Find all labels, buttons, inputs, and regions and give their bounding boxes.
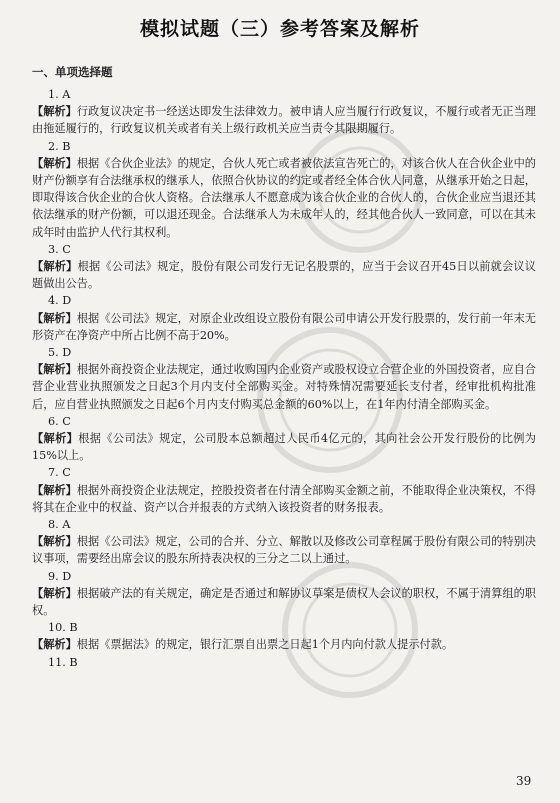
analysis-tag: 【解析】 xyxy=(32,104,77,119)
answer-explanation xyxy=(32,430,536,464)
answer-number: 1. A xyxy=(48,88,71,101)
answer-item xyxy=(32,413,536,465)
answer-list xyxy=(32,86,536,671)
analysis-text: 根据《合伙企业法》的规定，合伙人死亡或者被依法宣告死亡的，对该合伙人在合伙企业中的财产份额享有合法继承权的继承人，依照合伙协议的约定或者经全体合伙人同意，从继承开始之日起，即取得该合伙企业的合伙人资格。合法继承人不愿意成为该合伙企业的合伙人的，合伙企业应当退还其依法继承的财产份额，可以退还现金。合法继承人为未成年人的，经其他合伙人一致同意，可以在其未成年时由监护人代行其权利。 xyxy=(32,156,536,239)
analysis-text: 根据《公司法》规定，对原企业改组设立股份有限公司申请公开发行股票的，发行前一年末无形资产在净资产中所占比例不高于20%。 xyxy=(32,311,536,342)
analysis-text: 根据《公司法》规定，公司股本总额超过人民币4亿元的，其向社会公开发行股份的比例为15%以上。 xyxy=(32,431,536,463)
answer-item xyxy=(32,619,536,653)
answer-number: 9. D xyxy=(48,569,72,583)
analysis-tag: 【解析】 xyxy=(32,155,77,170)
answer-number: 5. D xyxy=(48,345,72,359)
page-number: 39 xyxy=(516,774,532,788)
answer-explanation xyxy=(32,636,536,653)
answer-explanation xyxy=(32,103,536,137)
analysis-tag: 【解析】 xyxy=(32,310,77,325)
answer-explanation xyxy=(32,361,536,413)
answer-number: 4. D xyxy=(48,294,72,308)
analysis-text: 根据《票据法》的规定，银行汇票自出票之日起1个月内向付款人提示付款。 xyxy=(76,638,454,652)
section-heading: 一、单项选择题 xyxy=(32,65,113,79)
answer-explanation xyxy=(32,585,536,619)
answer-explanation xyxy=(32,482,536,516)
answer-item xyxy=(32,292,536,344)
answer-number: 7. C xyxy=(48,466,71,480)
analysis-tag: 【解析】 xyxy=(32,362,77,377)
analysis-tag: 【解析】 xyxy=(32,482,77,497)
analysis-text: 根据《公司法》规定，股份有限公司发行无记名股票的，应当于会议召开45日以前就会议议题做出公告。 xyxy=(32,259,536,291)
answer-number: 6. C xyxy=(48,414,71,428)
answer-item xyxy=(32,86,536,138)
answer-number: 11. B xyxy=(48,655,78,669)
answer-explanation xyxy=(32,155,536,241)
answer-item xyxy=(32,568,536,620)
analysis-tag: 【解析】 xyxy=(32,258,78,273)
analysis-text: 行政复议决定书一经送达即发生法律效力。被申请人应当履行行政复议，不履行或者无正当理由拖延履行的，行政复议机关或者有关上级行政机关应当责令其限期履行。 xyxy=(32,105,536,136)
answer-item xyxy=(32,654,536,671)
answer-number: 10. B xyxy=(48,621,78,635)
answer-number: 8. A xyxy=(48,517,71,531)
answer-item xyxy=(32,138,536,241)
answer-item xyxy=(32,344,536,413)
answer-explanation xyxy=(32,533,536,567)
answer-number: 2. B xyxy=(48,139,71,153)
answer-item xyxy=(32,241,536,293)
page-title: 模拟试题（三）参考答案及解析 xyxy=(139,18,420,40)
answer-item xyxy=(32,464,536,516)
answer-explanation xyxy=(32,258,536,292)
analysis-text: 根据外商投资企业法规定，通过收购国内企业资产或股权设立合营企业的外国投资者，应自合营企业营业执照颁发之日起3个月内支付全部购买金。对特殊情况需要延长支付者，经审批机构批准后，应自营业执照颁发之日起6个月内支付购买总金额的60%以上，在1年内付清全部购买金。 xyxy=(32,363,536,411)
analysis-tag: 【解析】 xyxy=(32,534,77,549)
answer-number: 3. C xyxy=(48,242,71,256)
analysis-text: 根据外商投资企业法规定，控股投资者在付清全部购买金额之前，不能取得企业决策权，不得将其在企业中的权益、资产以合并报表的方式纳入该投资者的财务报表。 xyxy=(32,483,536,514)
analysis-text: 根据《公司法》规定，公司的合并、分立、解散以及修改公司章程属于股份有限公司的特别决议事项，需要经出席会议的股东所持表决权的三分之二以上通过。 xyxy=(32,535,536,566)
analysis-tag: 【解析】 xyxy=(32,637,77,652)
answer-explanation xyxy=(32,310,536,344)
analysis-tag: 【解析】 xyxy=(32,430,79,445)
analysis-text: 根据破产法的有关规定，确定是否通过和解协议草案是债权人会议的职权，不属于清算组的职权。 xyxy=(32,586,536,617)
analysis-tag: 【解析】 xyxy=(32,585,77,600)
answer-item xyxy=(32,516,536,568)
